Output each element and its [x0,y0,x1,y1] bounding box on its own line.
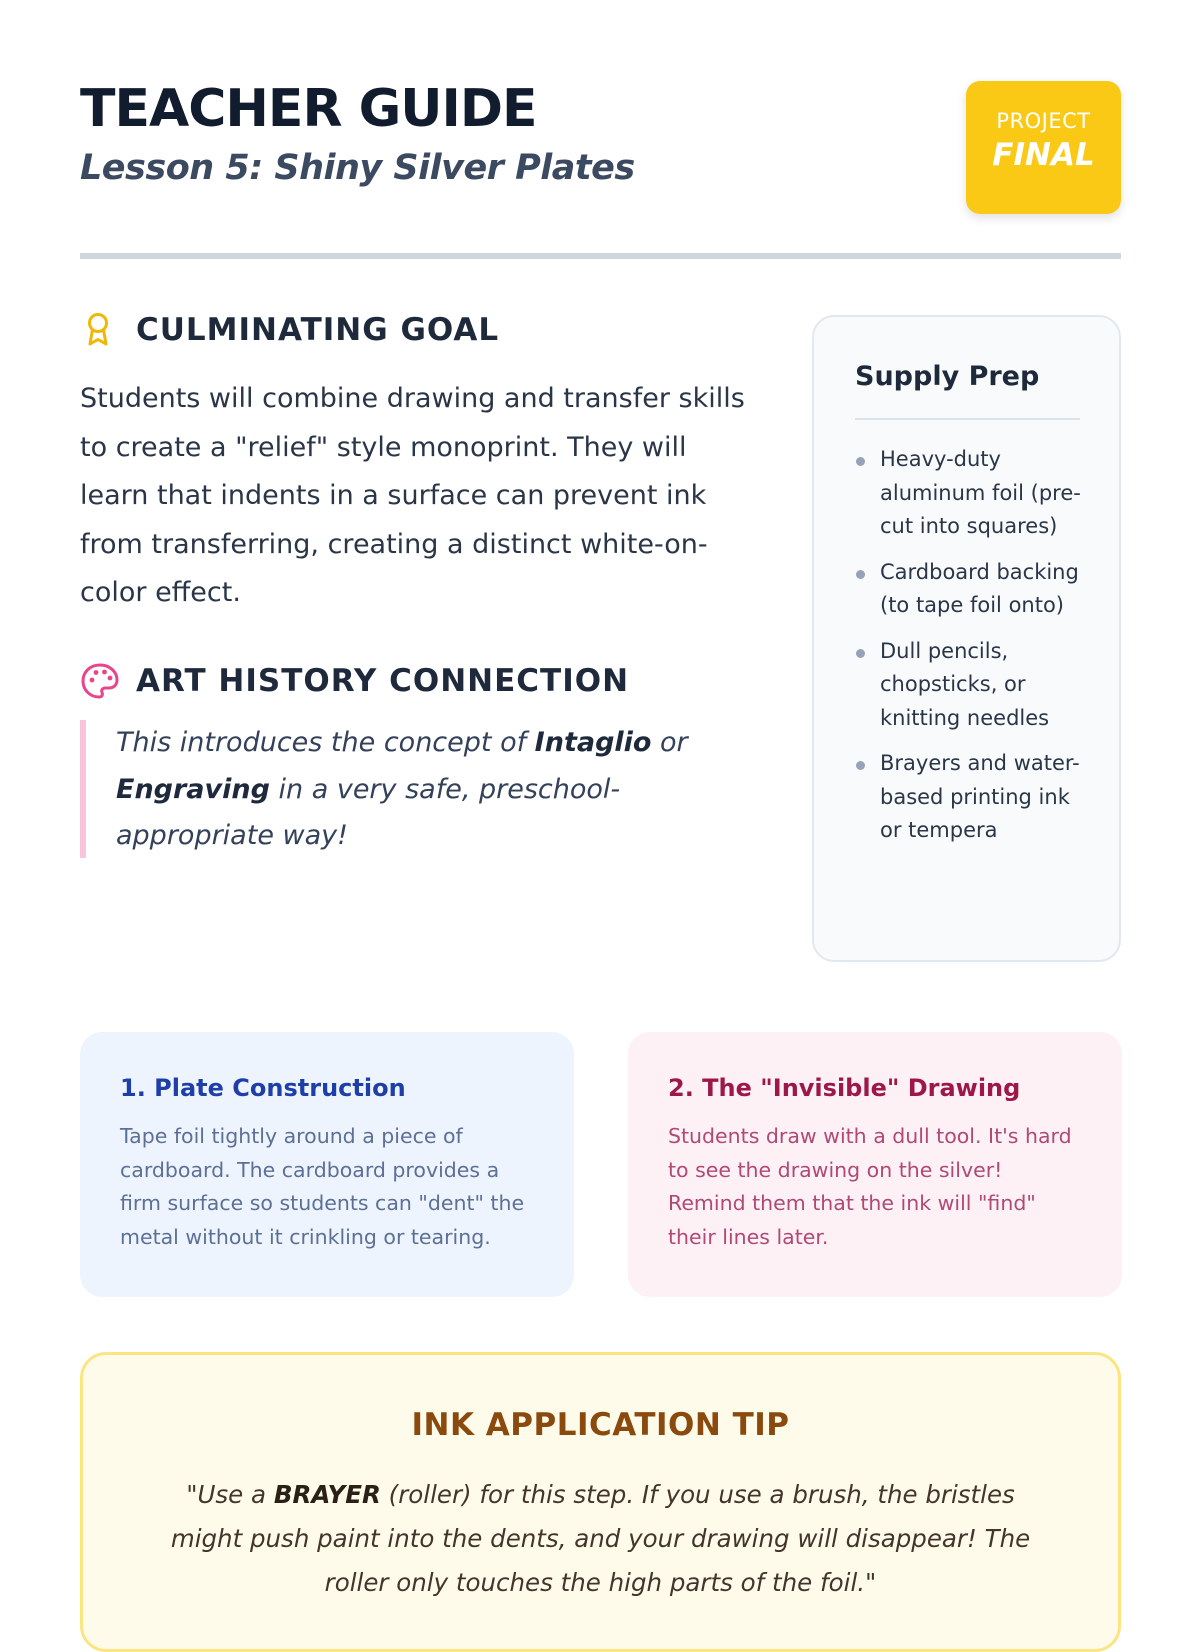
bullet-icon [856,457,865,466]
history-text-3: in a very safe, preschool-appropriate way! [116,773,621,851]
list-item [855,635,1090,736]
history-text-2: or [651,727,688,758]
bullet-icon [856,761,865,770]
supply-item-text: Brayers and water-based printing ink or tempera [880,751,1080,842]
bullet-icon [856,570,865,579]
ink-tip-card [80,1352,1121,1652]
supply-item-text: Cardboard backing (to tape foil onto) [880,559,1079,617]
step-body: Tape foil tightly around a piece of cardboard. The cardboard provides a firm surface so students can "dent" the metal without it crinkling or tearing. [120,1124,525,1249]
history-term-intaglio: Intaglio [534,727,652,758]
supply-item-text: Dull pencils, chopsticks, or knitting needles [880,638,1050,730]
palette-icon [80,661,120,701]
step-body: Students draw with a dull tool. It's hard to see the drawing on the silver! Remind them that the ink will "find" their lines later. [668,1124,1072,1249]
badge-status: FINAL [992,137,1095,173]
bullet-icon [856,649,865,658]
list-item [855,747,1090,848]
ribbon-award-icon [80,310,120,350]
supply-list [855,443,1090,860]
supply-prep-card [812,315,1121,962]
step-card-invisible-drawing [628,1032,1122,1297]
goal-description: Students will combine drawing and transfer skills to create a "relief" style monoprint. They will learn that indents in a surface can prevent ink from transferring, creating a distinct white-on-color effect. [80,383,745,608]
tip-text-2: (roller) for this step. If you use a brush, the bristles might push paint into the dents, and your drawing will disappear! The roller only touches the high parts of the foil." [170,1480,1031,1597]
tip-text-1: "Use a [186,1480,274,1509]
history-term-engraving: Engraving [116,773,270,805]
supply-item-text: Heavy-duty aluminum foil (pre-cut into squares) [880,447,1081,538]
goal-heading-text: CULMINATING GOAL [136,312,500,348]
badge-label: PROJECT [996,109,1091,133]
header-divider [80,253,1121,259]
project-badge [966,81,1121,214]
history-heading-text: ART HISTORY CONNECTION [136,663,630,699]
tip-term-brayer: BRAYER [273,1480,381,1509]
page-title: TEACHER GUIDE [80,79,537,139]
history-quote [80,720,760,858]
supply-divider [855,418,1080,420]
step-card-plate-construction [80,1032,574,1297]
lesson-subtitle: Lesson 5: Shiny Silver Plates [80,148,635,188]
history-heading [80,661,629,701]
page-header [80,78,635,190]
tip-title: INK APPLICATION TIP [411,1407,790,1443]
step-title: 1. Plate Construction [120,1074,406,1102]
step-title: 2. The "Invisible" Drawing [668,1074,1021,1102]
list-item [855,443,1090,544]
goal-heading [80,310,499,350]
list-item [855,556,1090,623]
history-text-1: This introduces the concept of [116,727,535,758]
supply-title: Supply Prep [855,361,1040,392]
tip-body [151,1473,1051,1605]
